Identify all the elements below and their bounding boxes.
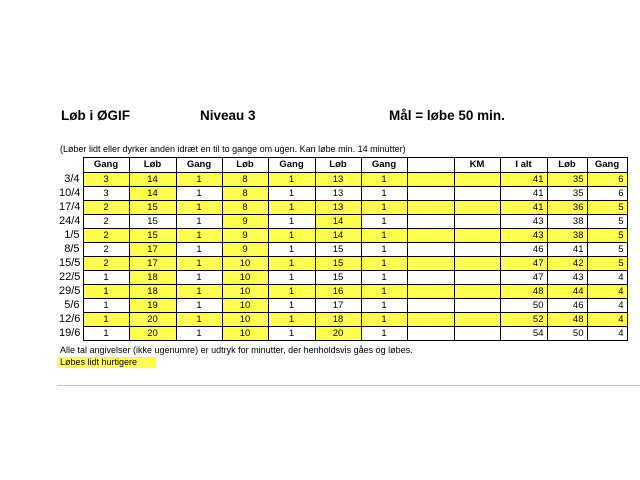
table-cell: 1: [176, 229, 222, 243]
table-cell: 19: [129, 299, 176, 313]
table-row: [57, 215, 627, 229]
table-cell: 36: [547, 201, 587, 215]
table-cell: 1: [268, 313, 315, 327]
table-cell: [407, 299, 454, 313]
row-date: 3/4: [64, 173, 80, 185]
table-cell: [454, 285, 500, 299]
table-cell: 20: [129, 313, 176, 327]
table-cell: 3: [83, 187, 129, 201]
table-cell: [454, 173, 500, 187]
table-cell: 4: [587, 327, 627, 341]
column-header: I alt: [500, 158, 547, 173]
table-row: [57, 257, 627, 271]
table-cell: 18: [315, 313, 361, 327]
table-cell: 4: [587, 313, 627, 327]
table-cell: 1: [176, 299, 222, 313]
table-cell: 41: [547, 243, 587, 257]
row-date: 5/6: [64, 299, 80, 311]
table-cell: 52: [500, 313, 547, 327]
table-cell: [407, 187, 454, 201]
table-cell: 15: [315, 243, 361, 257]
table-cell: 50: [547, 327, 587, 341]
table-cell: 15: [129, 229, 176, 243]
table-cell: 13: [315, 173, 361, 187]
table-cell: [407, 243, 454, 257]
table-cell: 14: [129, 173, 176, 187]
table-cell: 1: [361, 313, 407, 327]
table-cell: 2: [83, 229, 129, 243]
table-cell: 16: [315, 285, 361, 299]
table-cell: 20: [315, 327, 361, 341]
highlight-legend: Løbes lidt hurtigere: [57, 357, 156, 368]
table-cell: [407, 215, 454, 229]
table-cell: [407, 327, 454, 341]
table-cell: 1: [176, 173, 222, 187]
table-cell: 1: [176, 313, 222, 327]
row-date: 10/4: [59, 187, 81, 199]
table-cell: 9: [222, 215, 268, 229]
table-cell: [407, 271, 454, 285]
table-row: [57, 187, 627, 201]
column-header: Gang: [176, 158, 222, 173]
column-header: [407, 158, 454, 173]
table-cell: 14: [315, 229, 361, 243]
table-row: [57, 243, 627, 257]
table-cell: 54: [500, 327, 547, 341]
table-cell: 1: [361, 229, 407, 243]
table-cell: 5: [587, 229, 627, 243]
table-cell: [407, 257, 454, 271]
table-cell: 41: [500, 187, 547, 201]
table-cell: 15: [315, 257, 361, 271]
table-cell: [454, 243, 500, 257]
table-row: [57, 285, 627, 299]
table-cell: 1: [268, 271, 315, 285]
table-cell: 17: [129, 243, 176, 257]
row-date: 1/5: [64, 229, 80, 241]
column-header: Gang: [83, 158, 129, 173]
table-cell: 6: [587, 173, 627, 187]
table-cell: 1: [361, 257, 407, 271]
table-cell: [454, 271, 500, 285]
table-cell: 10: [222, 327, 268, 341]
table-row: [57, 271, 627, 285]
table-cell: [454, 257, 500, 271]
table-cell: 1: [268, 229, 315, 243]
table-cell: 43: [547, 271, 587, 285]
table-cell: 1: [83, 285, 129, 299]
subtitle: (Løber lidt eller dyrker anden idræt en til to gange om ugen. Kan løbe min. 14 minutter): [60, 144, 406, 154]
table-cell: 10: [222, 299, 268, 313]
table-cell: 1: [361, 187, 407, 201]
table-cell: 1: [361, 285, 407, 299]
table-cell: [407, 229, 454, 243]
table-cell: 2: [83, 243, 129, 257]
table-cell: 3: [83, 173, 129, 187]
table-cell: 13: [315, 201, 361, 215]
table-row: [57, 229, 627, 243]
header-row: [57, 158, 627, 173]
table-cell: 10: [222, 271, 268, 285]
table-cell: 18: [129, 285, 176, 299]
column-header: Løb: [315, 158, 361, 173]
table-cell: 1: [268, 215, 315, 229]
table-cell: [454, 299, 500, 313]
table-cell: [407, 313, 454, 327]
table-cell: 1: [176, 243, 222, 257]
table-cell: 6: [587, 187, 627, 201]
column-header: KM: [454, 158, 500, 173]
table-cell: 4: [587, 271, 627, 285]
table-cell: 46: [500, 243, 547, 257]
table-cell: 5: [587, 201, 627, 215]
divider: [57, 385, 640, 386]
table-cell: 8: [222, 187, 268, 201]
table-cell: 1: [268, 257, 315, 271]
table-row: [57, 299, 627, 313]
table-cell: 1: [268, 285, 315, 299]
table-cell: [454, 229, 500, 243]
table-cell: 9: [222, 243, 268, 257]
row-date: 15/5: [59, 257, 81, 269]
table-cell: 4: [587, 299, 627, 313]
training-table: [57, 157, 628, 341]
table-cell: 1: [361, 201, 407, 215]
table-cell: 2: [83, 215, 129, 229]
table-cell: 1: [83, 313, 129, 327]
table-cell: 1: [361, 173, 407, 187]
table-cell: 10: [222, 257, 268, 271]
table-cell: 1: [268, 299, 315, 313]
table-cell: 43: [500, 229, 547, 243]
table-cell: 41: [500, 173, 547, 187]
table-cell: 46: [547, 299, 587, 313]
table-row: [57, 313, 627, 327]
table-cell: 1: [268, 173, 315, 187]
table-cell: 5: [587, 243, 627, 257]
column-header: Gang: [361, 158, 407, 173]
table-cell: 13: [315, 187, 361, 201]
table-cell: 1: [361, 271, 407, 285]
table-cell: [454, 313, 500, 327]
table-body: [57, 173, 627, 341]
table-cell: [454, 201, 500, 215]
table-cell: [407, 201, 454, 215]
row-date: 22/5: [59, 271, 81, 283]
table-cell: 10: [222, 313, 268, 327]
table-cell: 1: [268, 201, 315, 215]
table-cell: 43: [500, 215, 547, 229]
row-date: 24/4: [59, 215, 81, 227]
table-cell: 44: [547, 285, 587, 299]
table-cell: [454, 215, 500, 229]
table-cell: 35: [547, 173, 587, 187]
row-date: 17/4: [59, 201, 81, 213]
table-cell: 15: [315, 271, 361, 285]
table-cell: 1: [176, 215, 222, 229]
table-cell: 42: [547, 257, 587, 271]
table-cell: [454, 327, 500, 341]
header-corner: [57, 158, 83, 173]
table-cell: 15: [129, 215, 176, 229]
table-cell: 38: [547, 215, 587, 229]
table-cell: 2: [83, 201, 129, 215]
table-row: [57, 173, 627, 187]
table-cell: 17: [129, 257, 176, 271]
table-cell: [454, 187, 500, 201]
table-cell: 5: [587, 215, 627, 229]
table-cell: 10: [222, 285, 268, 299]
row-date: 19/6: [59, 327, 81, 339]
table-cell: 35: [547, 187, 587, 201]
column-header: Løb: [222, 158, 268, 173]
footnote: Alle tal angivelser (ikke ugenumre) er udtryk for minutter, der henholdsvis gåes og løbes.: [60, 345, 413, 355]
table-cell: 1: [176, 201, 222, 215]
goal-label: Mål = løbe 50 min.: [389, 108, 505, 123]
level-label: Niveau 3: [200, 108, 256, 123]
table-cell: 14: [315, 215, 361, 229]
table-row: [57, 201, 627, 215]
table-cell: 47: [500, 257, 547, 271]
table-cell: 1: [176, 257, 222, 271]
table-cell: 2: [83, 257, 129, 271]
table-cell: 1: [361, 243, 407, 257]
column-header: Gang: [587, 158, 627, 173]
table-row: [57, 327, 627, 341]
table-cell: 1: [176, 285, 222, 299]
table-cell: 18: [129, 271, 176, 285]
table-cell: 8: [222, 201, 268, 215]
row-date: 8/5: [64, 243, 80, 255]
table-cell: 1: [83, 299, 129, 313]
table-cell: 1: [268, 327, 315, 341]
table-cell: 1: [176, 187, 222, 201]
page-title: Løb i ØGIF: [61, 108, 130, 123]
table-cell: [407, 285, 454, 299]
table-cell: 48: [500, 285, 547, 299]
table-cell: 9: [222, 229, 268, 243]
table-cell: 50: [500, 299, 547, 313]
table-cell: 1: [268, 243, 315, 257]
table-cell: 1: [176, 271, 222, 285]
table-cell: 38: [547, 229, 587, 243]
table-cell: 47: [500, 271, 547, 285]
column-header: Løb: [129, 158, 176, 173]
table-cell: 1: [361, 215, 407, 229]
table-cell: 41: [500, 201, 547, 215]
row-date: 12/6: [59, 313, 81, 325]
column-header: Gang: [268, 158, 315, 173]
table-cell: 1: [361, 327, 407, 341]
table-cell: 48: [547, 313, 587, 327]
row-date: 29/5: [59, 285, 81, 297]
table-cell: 15: [129, 201, 176, 215]
table-cell: 1: [361, 299, 407, 313]
table-cell: 1: [83, 271, 129, 285]
table-cell: 5: [587, 257, 627, 271]
column-header: Løb: [547, 158, 587, 173]
table-cell: 8: [222, 173, 268, 187]
table-cell: 4: [587, 285, 627, 299]
table-cell: [407, 173, 454, 187]
table-cell: 1: [83, 327, 129, 341]
table-cell: 1: [176, 327, 222, 341]
table-cell: 1: [268, 187, 315, 201]
table-cell: 14: [129, 187, 176, 201]
table-cell: 20: [129, 327, 176, 341]
table-cell: 17: [315, 299, 361, 313]
